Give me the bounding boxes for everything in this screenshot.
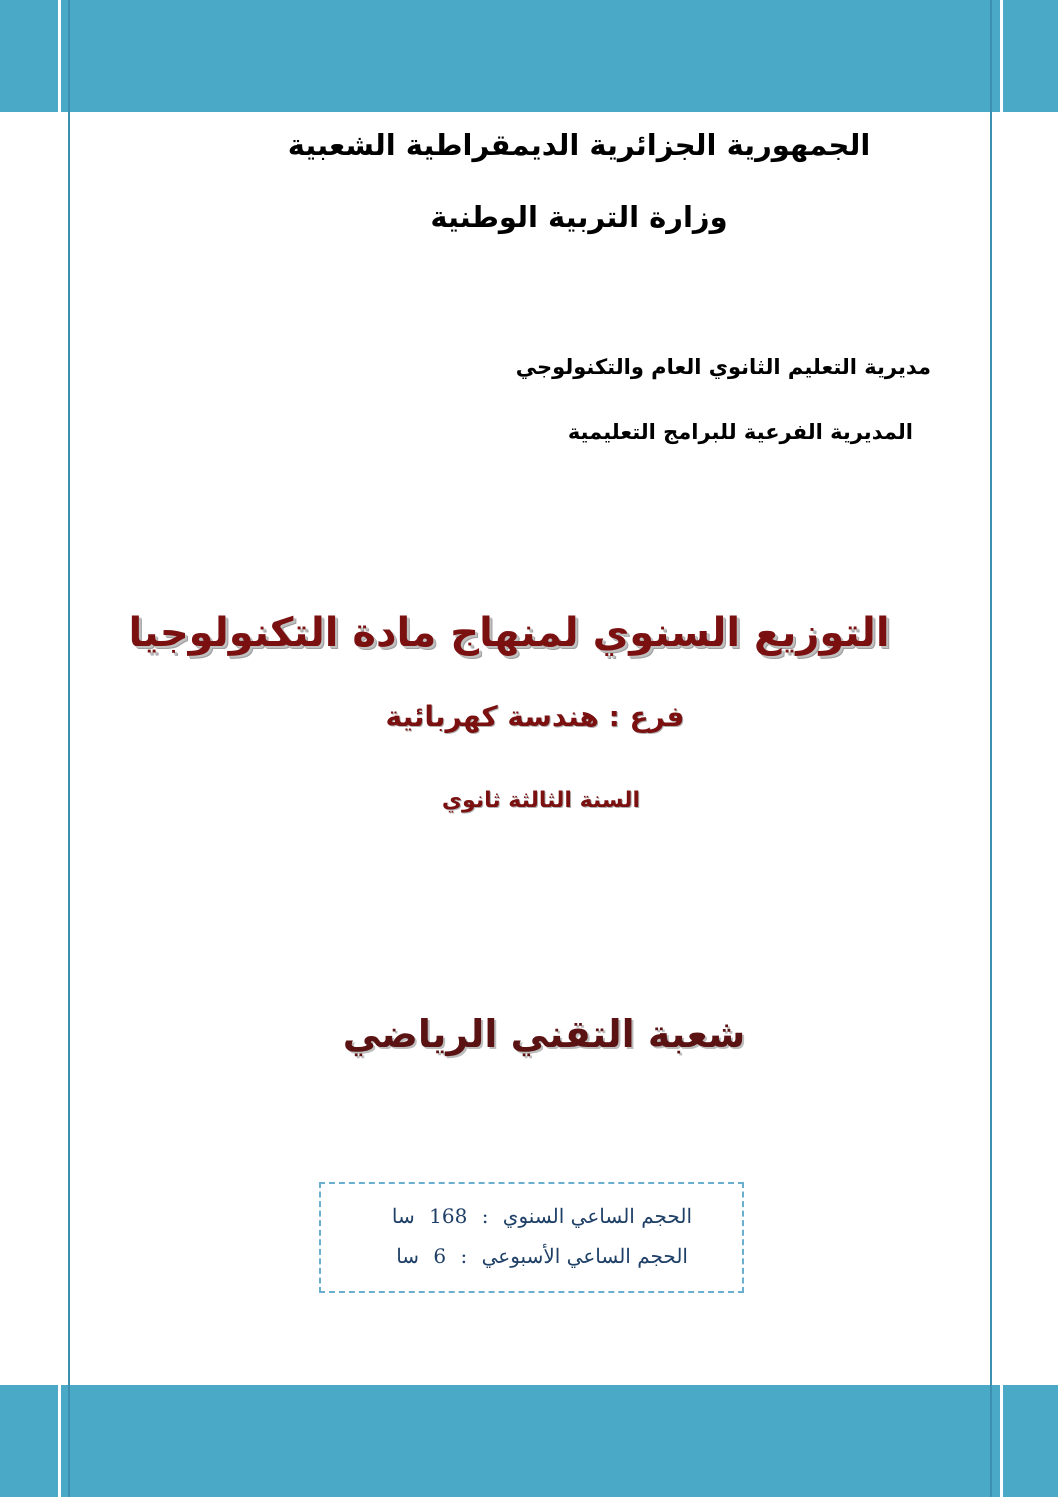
- branch-label: فرع : هندسة كهربائية: [385, 700, 685, 733]
- weekly-hours-separator: :: [460, 1244, 468, 1268]
- bottom-color-band: [0, 1385, 1058, 1497]
- directorate-main: مديرية التعليم الثانوي العام والتكنولوجي: [515, 355, 931, 379]
- annual-hours-value: 168: [429, 1204, 468, 1228]
- weekly-hours-label: الحجم الساعي الأسبوعي: [481, 1244, 688, 1268]
- weekly-hours-row: [388, 1244, 688, 1268]
- top-color-band: [0, 0, 1058, 112]
- annual-hours-row: [384, 1204, 692, 1228]
- school-year-label: السنة الثالثة ثانوي: [441, 788, 641, 813]
- directorate-sub: المديرية الفرعية للبرامج التعليمية: [567, 420, 913, 444]
- ministry-heading: وزارة التربية الوطنية: [430, 200, 728, 234]
- annual-hours-label: الحجم الساعي السنوي: [502, 1204, 692, 1228]
- weekly-hours-unit: سا: [396, 1244, 420, 1268]
- annual-hours-unit: سا: [391, 1204, 415, 1228]
- stream-label: شعبة التقني الرياضي: [342, 1012, 746, 1056]
- annual-hours-separator: :: [481, 1204, 489, 1228]
- hours-box: [319, 1182, 744, 1293]
- weekly-hours-value: 6: [433, 1244, 447, 1268]
- document-title: التوزيع السنوي لمنهاج مادة التكنولوجيا: [128, 610, 890, 656]
- republic-heading: الجمهورية الجزائرية الديمقراطية الشعبية: [287, 128, 871, 162]
